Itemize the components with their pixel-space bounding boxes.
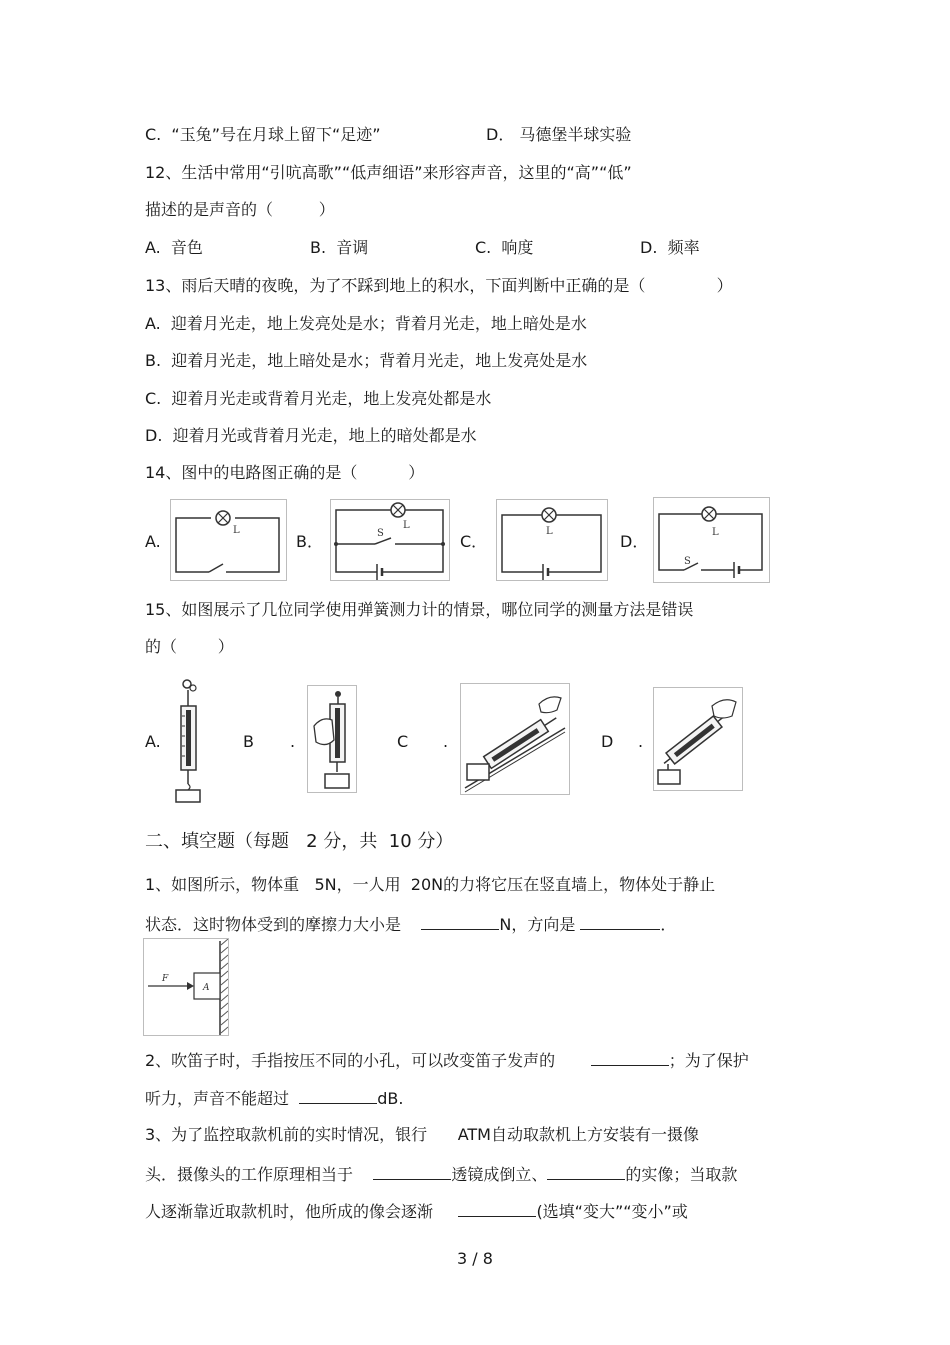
q14-stem: 14、图中的电路图正确的是（ ） bbox=[145, 463, 425, 482]
q15-label-a: A. bbox=[145, 732, 161, 751]
q15-stem-line1: 15、如图展示了几位同学使用弹簧测力计的情景，哪位同学的测量方法是错误 bbox=[145, 600, 694, 619]
q11-option-c: C. “玉兔”号在月球上留下“足迹” bbox=[145, 125, 381, 144]
spring-scale-figure-b bbox=[307, 685, 357, 793]
spring-scale-figure-c bbox=[460, 683, 570, 795]
q11-option-d: D． 马德堡半球实验 bbox=[486, 125, 632, 144]
svg-text:L: L bbox=[712, 527, 719, 538]
page-number: 3 / 8 bbox=[457, 1249, 493, 1268]
lamp-label: L bbox=[233, 525, 240, 536]
q12-stem-line1: 12、生活中常用“引吭高歌”“低声细语”来形容声音，这里的“高”“低” bbox=[145, 163, 632, 182]
q15-label-c-dot: . bbox=[443, 732, 449, 751]
fill3-line1: 3、为了监控取款机前的实时情况，银行 ATM自动取款机上方安装有一摄像 bbox=[145, 1125, 699, 1144]
q13-option-c: C. 迎着月光走或背着月光走，地上发亮处都是水 bbox=[145, 389, 492, 408]
q13-option-b: B. 迎着月光走，地上暗处是水；背着月光走，地上发亮处是水 bbox=[145, 351, 588, 370]
q12-option-c: C. 响度 bbox=[475, 238, 534, 257]
q12-option-d: D. 频率 bbox=[640, 238, 700, 257]
force-label: F bbox=[162, 974, 169, 984]
fill3-blank-image-size[interactable] bbox=[547, 1163, 625, 1180]
q12-option-b: B. 音调 bbox=[310, 238, 369, 257]
section-title-fill-in: 二、填空题（每题 2 分，共 10 分） bbox=[145, 831, 454, 852]
fill1-blank-friction[interactable] bbox=[421, 913, 499, 930]
q12-stem-line2: 描述的是声音的（ ） bbox=[145, 200, 335, 219]
q12-option-a: A. 音色 bbox=[145, 238, 203, 257]
q14-label-a: A. bbox=[145, 532, 161, 551]
q14-label-d: D． bbox=[620, 532, 649, 551]
q15-label-c: C bbox=[397, 732, 409, 751]
circuit-diagram-d bbox=[653, 497, 770, 583]
fill1-line2: 状态．这时物体受到的摩擦力大小是 N，方向是 ． bbox=[145, 915, 677, 934]
q15-label-d-dot: . bbox=[638, 732, 644, 751]
spring-scale-figure-d bbox=[653, 687, 743, 791]
q15-label-d: D bbox=[601, 732, 614, 751]
fill3-line3: 人逐渐靠近取款机时，他所成的像会逐渐 (选填“变大”“变小”或 bbox=[145, 1202, 688, 1221]
circuit-diagram-b bbox=[330, 499, 450, 581]
q15-label-b: B bbox=[243, 732, 254, 751]
q13-option-a: A. 迎着月光走，地上发亮处是水；背着月光走，地上暗处是水 bbox=[145, 314, 587, 333]
switch-label: S bbox=[377, 528, 384, 539]
fill2-line1: 2、吹笛子时，手指按压不同的小孔，可以改变笛子发声的 ；为了保护 bbox=[145, 1051, 749, 1070]
fill2-line2: 听力，声音不能超过 dB. bbox=[145, 1089, 404, 1108]
fill2-blank-pitch[interactable] bbox=[591, 1049, 669, 1066]
q15-stem-line2: 的（ ） bbox=[145, 637, 234, 656]
q14-label-b: B． bbox=[296, 532, 323, 551]
spring-scale-figure-a bbox=[171, 675, 206, 805]
q13-stem: 13、雨后天晴的夜晚，为了不踩到地上的积水，下面判断中正确的是（ ） bbox=[145, 276, 733, 295]
fill3-line2: 头．摄像头的工作原理相当于 透镜成倒立、 的实像；当取款 bbox=[145, 1165, 738, 1184]
circuit-diagram-a bbox=[170, 499, 287, 581]
svg-text:S: S bbox=[684, 556, 691, 567]
block-label: A bbox=[203, 983, 210, 993]
svg-text:L: L bbox=[546, 526, 553, 537]
q13-option-d: D. 迎着月光或背着月光走，地上的暗处都是水 bbox=[145, 426, 477, 445]
fill2-blank-decibel[interactable] bbox=[299, 1087, 377, 1104]
svg-text:L: L bbox=[403, 520, 410, 531]
wall-force-figure bbox=[143, 938, 229, 1036]
fill3-blank-change[interactable] bbox=[458, 1200, 536, 1217]
q15-label-b-dot: . bbox=[290, 732, 296, 751]
q14-label-c: C． bbox=[460, 532, 488, 551]
fill1-line1: 1、如图所示，物体重 5N，一人用 20N的力将它压在竖直墙上，物体处于静止 bbox=[145, 875, 716, 894]
circuit-diagram-c bbox=[496, 499, 608, 581]
fill3-blank-lens[interactable] bbox=[373, 1163, 451, 1180]
fill1-blank-direction[interactable] bbox=[580, 913, 660, 930]
